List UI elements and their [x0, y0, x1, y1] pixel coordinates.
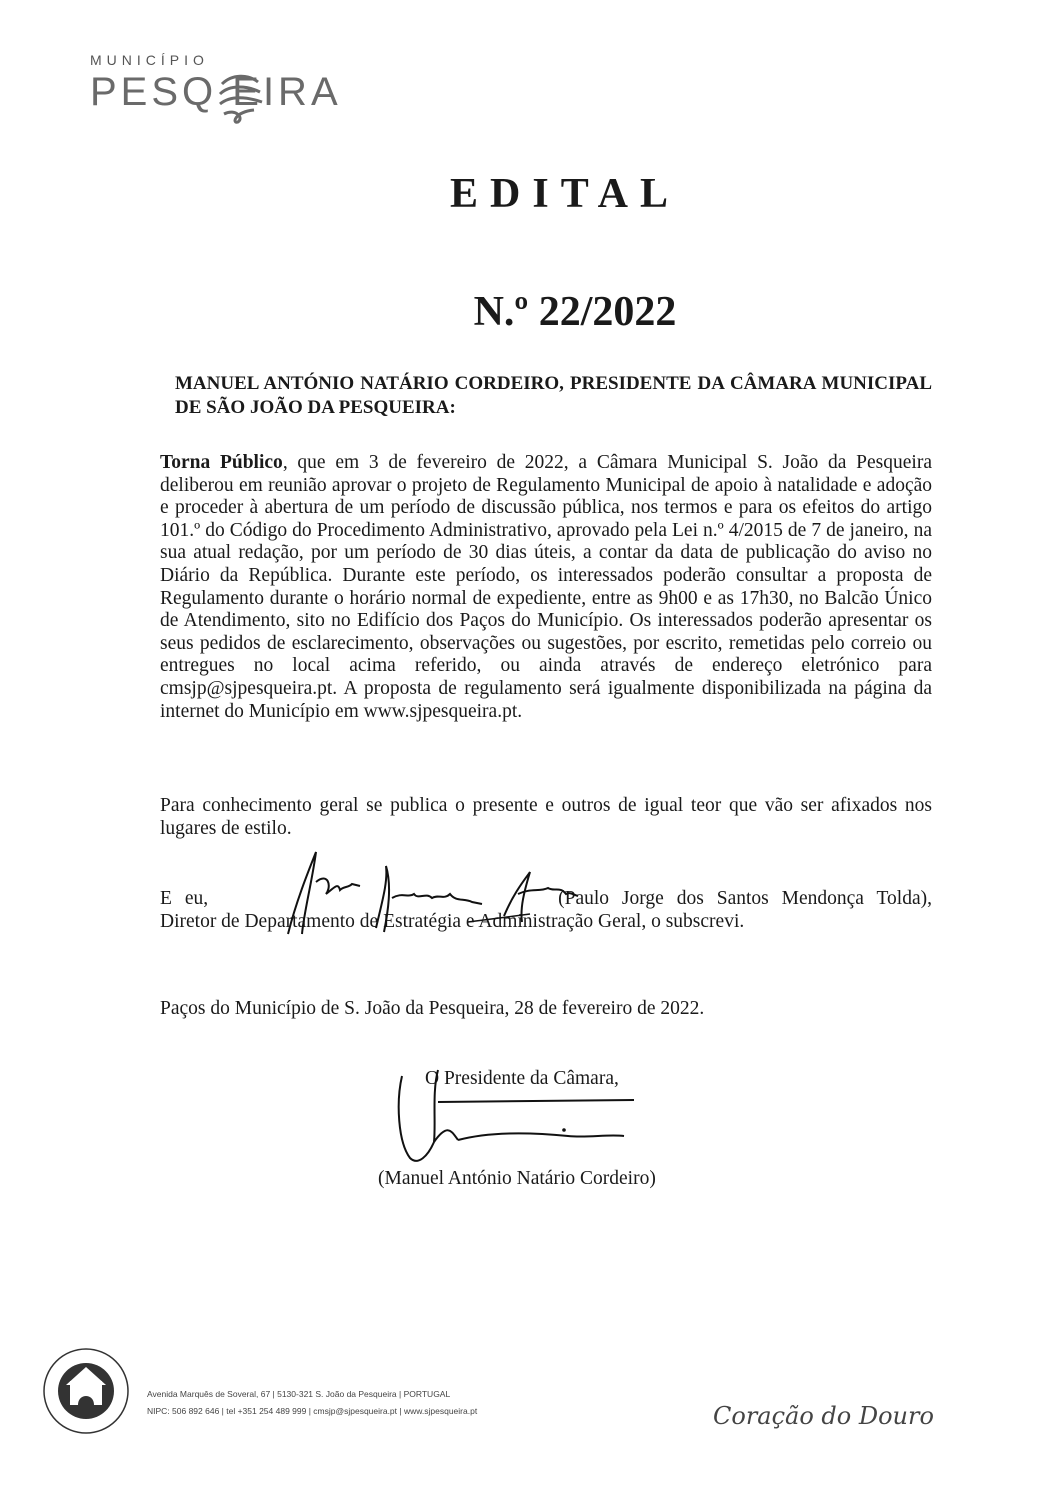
president-title: O Presidente da Câmara,: [425, 1068, 619, 1089]
slogan-text: Coração do Douro: [713, 1402, 934, 1430]
main-paragraph-lead: Torna Público: [160, 452, 283, 473]
publication-paragraph: Para conhecimento geral se publica o presente e outros de igual teor que vão ser afixados nos lugares de estilo.: [160, 795, 932, 839]
document-number: N.º 22/2022: [473, 289, 677, 335]
subscription-start: E eu,: [160, 888, 209, 909]
footer-contact-line: NIPC: 506 892 646 | tel +351 254 489 999 | cmsjp@sjpesqueira.pt | www.sjpesqueira.pt: [147, 1406, 478, 1416]
date-paragraph: Paços do Município de S. João da Pesqueira, 28 de fevereiro de 2022.: [160, 998, 705, 1019]
wave-emblem-icon: [214, 68, 274, 124]
main-paragraph: [160, 452, 932, 723]
logo-main-text: PESQ EIRA: [90, 70, 342, 114]
logo-top-text: MUNICÍPIO: [90, 52, 209, 68]
president-heading: MANUEL ANTÓNIO NATÁRIO CORDEIRO, PRESIDENTE DA CÂMARA MUNICIPAL DE SÃO JOÃO DA PESQUEIRA:: [175, 373, 932, 418]
municipio-logo: [90, 52, 390, 132]
document-title: EDITAL: [450, 171, 680, 217]
world-heritage-icon: [40, 1345, 132, 1437]
president-signature: [388, 1062, 648, 1172]
subscription-rest: (Paulo Jorge dos Santos Mendonça Tolda), Diretor de Departamento de Estratégia e Administração Geral, o subscrevi.: [160, 888, 932, 932]
main-paragraph-body: , que em 3 de fevereiro de 2022, a Câmara Municipal S. João da Pesqueira deliberou em reunião aprovar o projeto de Regulamento Municipal de apoio à natalidade e adoção e proceder à abertura de um período de discussão pública, nos termos e para os efeitos do artigo 101.º do Código do Procedimento Administrativo, aprovado pela Lei n.º 4/2015 de 7 de janeiro, na sua atual redação, por um período de 30 dias úteis, a contar da data de publicação do aviso no Diário da República. Durante este período, os interessados poderão consultar a proposta de Regulamento durante o horário normal de expediente, entre as 9h00 e as 17h30, no Balcão Único de Atendimento, sito no Edifício dos Paços do Município. Os interessados poderão apresentar os seus pedidos de esclarecimento, observações ou sugestões, por escrito, remetidas pelo correio ou entregues no local acima referido, ou ainda através de endereço eletrónico para cmsjp@sjpesqueira.pt. A proposta de regulamento será igualmente disponibilizada na página da internet do Município em www.sjpesqueira.pt.: [160, 452, 932, 722]
footer-address: Avenida Marquês de Soveral, 67 | 5130-321 S. João da Pesqueira | PORTUGAL: [147, 1389, 451, 1399]
director-signature: [268, 842, 598, 942]
president-name: (Manuel António Natário Cordeiro): [378, 1168, 656, 1189]
footer-contacts: [147, 1386, 477, 1420]
coracao-do-douro-slogan: [705, 1390, 965, 1440]
